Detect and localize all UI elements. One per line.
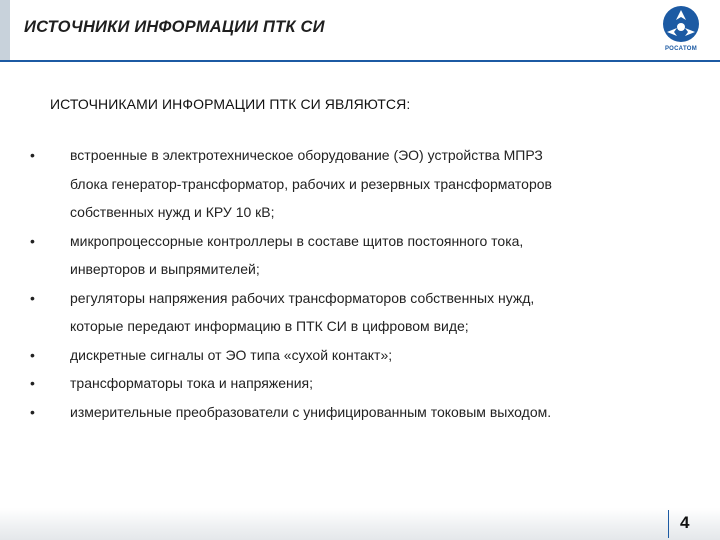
list-item-text: дискретные сигналы от ЭО типа «сухой контакт»; — [70, 346, 393, 363]
section-heading: ИСТОЧНИКАМИ ИНФОРМАЦИИ ПТК СИ ЯВЛЯЮТСЯ: — [50, 96, 411, 112]
bullet-icon: • — [30, 147, 35, 163]
rosatom-logo — [655, 4, 707, 58]
bullet-icon: • — [30, 403, 35, 420]
list-item-text: собственных нужд и КРУ 10 кВ; — [70, 204, 275, 220]
bullet-icon: • — [30, 346, 35, 363]
list-item — [30, 341, 680, 370]
list-item-text: трансформаторы тока и напряжения; — [70, 375, 314, 391]
header-divider — [0, 60, 720, 62]
list-item-text: измерительные преобразователи с унифицированным токовым выходом. — [70, 403, 552, 420]
logo-text: РОСАТОМ — [664, 46, 698, 52]
list-item — [30, 369, 680, 398]
bullet-list — [30, 141, 680, 426]
rosatom-logo-icon — [655, 4, 707, 46]
bullet-icon: • — [30, 232, 35, 249]
list-item-text: которые передают информацию в ПТК СИ в цифровом виде; — [70, 318, 469, 334]
list-item — [30, 284, 680, 313]
list-item — [30, 141, 680, 170]
list-item-text: регуляторы напряжения рабочих трансформаторов собственных нужд, — [70, 289, 535, 306]
list-item-text: инверторов и выпрямителей; — [70, 261, 260, 277]
page-number: 4 — [680, 513, 690, 532]
list-item-text: встроенные в электротехническое оборудование (ЭО) устройства МПРЗ — [70, 147, 543, 163]
footer-divider — [668, 510, 669, 538]
slide-header — [0, 0, 720, 60]
bullet-icon: • — [30, 289, 35, 306]
list-item — [30, 198, 680, 227]
list-item-text: микропроцессорные контроллеры в составе щитов постоянного тока, — [70, 232, 524, 249]
list-item-text: блока генератор-трансформатор, рабочих и резервных трансформаторов — [70, 175, 552, 192]
slide-footer — [0, 508, 720, 540]
list-item — [30, 227, 680, 256]
bullet-icon: • — [30, 375, 35, 391]
list-item — [30, 170, 680, 199]
header-accent-bar — [0, 0, 10, 60]
list-item — [30, 255, 680, 284]
list-item — [30, 398, 680, 427]
slide-title: ИСТОЧНИКИ ИНФОРМАЦИИ ПТК СИ — [24, 18, 325, 36]
list-item — [30, 312, 680, 341]
footer-band — [0, 508, 720, 540]
